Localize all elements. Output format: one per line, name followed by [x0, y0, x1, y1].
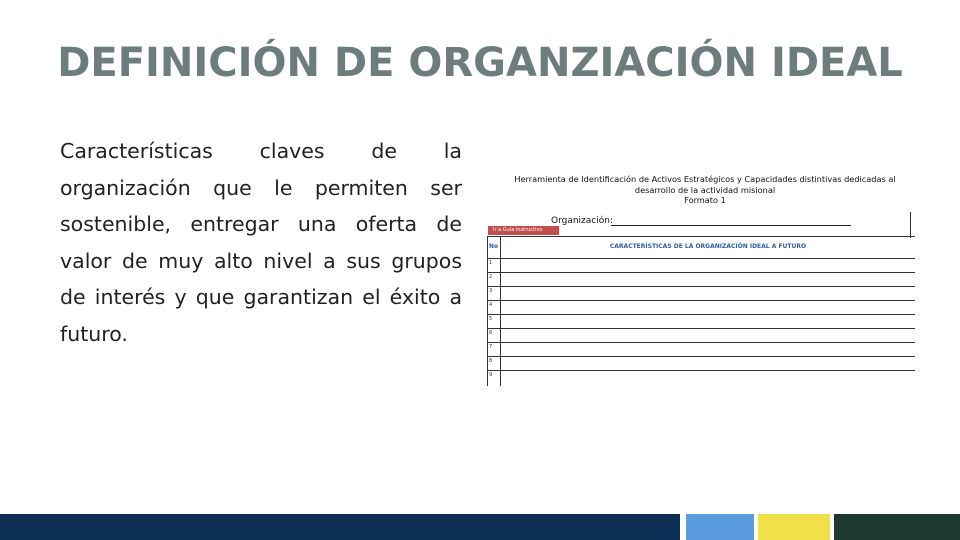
column-header-characteristics: CARACTERÍSTICAS DE LA ORGANIZACIÓN IDEAL A FUTURO: [609, 243, 807, 250]
row-number: 1: [489, 260, 493, 266]
guide-button[interactable]: Ir a Guía Instructivo: [488, 226, 559, 235]
organization-label: Organización:: [551, 216, 613, 226]
footer-bar-yellow: [758, 514, 830, 540]
footer-bar-blue: [686, 514, 754, 540]
footer-bar-green: [834, 514, 960, 540]
organization-field-line: [611, 225, 851, 226]
slide-title: DEFINICIÓN DE ORGANZIACIÓN IDEAL: [57, 40, 903, 86]
sheet-header-line3: Formato 1: [684, 195, 726, 205]
column-header-no: No: [489, 243, 499, 250]
row-number: 6: [489, 330, 493, 336]
table-row: [487, 342, 915, 357]
row-number: 5: [489, 316, 493, 322]
row-number: 4: [489, 302, 493, 308]
row-number: 9: [489, 372, 493, 378]
sheet-header: [495, 174, 915, 206]
sheet-right-border: [910, 212, 911, 238]
table-row: [487, 356, 915, 371]
table-row: [487, 370, 915, 385]
sheet-header-line2: desarrollo de la actividad misional: [634, 184, 776, 195]
slide-body-text: Características claves de la organización que le permiten ser sostenible, entregar una oferta de valor de muy alto nivel a sus grupos de interés y que garantizan el éxito a futuro.: [60, 139, 462, 346]
table-row: [487, 286, 915, 301]
table-top-border: [487, 236, 915, 237]
spreadsheet-image: [487, 170, 917, 386]
sheet-header-line1: Herramienta de Identificación de Activos Estratégicos y Capacidades distintivas dedicadas al: [514, 174, 896, 184]
row-number: 3: [489, 288, 493, 294]
row-number: 7: [489, 344, 493, 350]
table-row: [487, 258, 915, 273]
row-number: 8: [489, 358, 493, 364]
table-row: [487, 272, 915, 287]
table-row: [487, 328, 915, 343]
footer-bar-navy: [0, 514, 680, 540]
table-row: [487, 300, 915, 315]
row-number: 2: [489, 274, 493, 280]
table-row: [487, 314, 915, 329]
